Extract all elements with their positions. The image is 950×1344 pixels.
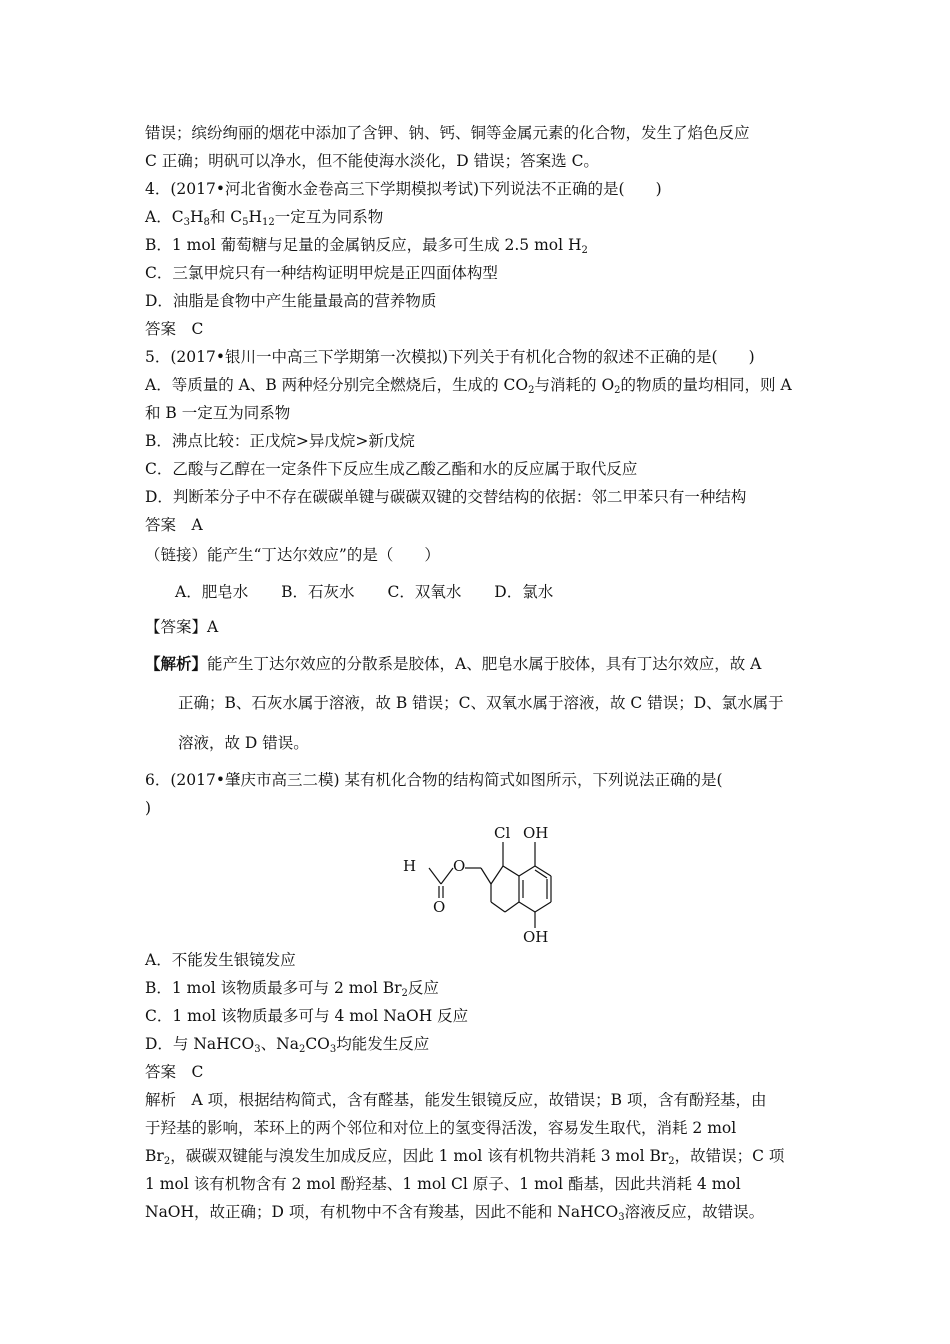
question-5-option-a-cont: 和 B 一定互为同系物: [145, 404, 291, 422]
o-ester-label: O: [453, 857, 466, 875]
question-4-option-a: A．$C_3H_8$和 $C_5H_{12}$一定互为同系物: [145, 208, 384, 228]
question-6-explanation-line-5: NaOH，故正确；D 项，有机物中不含有羧基，因此不能和 NaHCO$_3$溶液反应，故错误。: [145, 1203, 765, 1223]
link-explanation-line-3: 溶液，故 D 错误。: [178, 734, 309, 752]
link-question-stem: （链接）能产生“丁达尔效应”的是（ ）: [145, 546, 440, 564]
cl-label: Cl: [494, 824, 511, 842]
h-label: H: [403, 857, 417, 875]
question-6-answer: 答案 C: [145, 1063, 204, 1081]
question-6-explanation-line-1: 解析 A 项，根据结构简式，含有醛基，能发生银镜反应，故错误；B 项，含有酚羟基，由: [145, 1091, 767, 1109]
text-line: 错误；缤纷绚丽的烟花中添加了含钾、钠、钙、铜等金属元素的化合物，发生了焰色反应: [145, 124, 750, 142]
link-explanation-line-1: 【解析】能产生丁达尔效应的分散系是胶体，A、肥皂水属于胶体，具有丁达尔效应，故 A: [145, 654, 762, 673]
link-option-b: B．石灰水: [281, 583, 355, 601]
link-option-a: A．肥皂水: [175, 583, 249, 601]
text-line: C 正确；明矾可以净水，但不能使海水淡化，D 错误；答案选 C。: [145, 152, 599, 170]
question-4-answer: 答案 C: [145, 320, 204, 338]
oh-bottom-label: OH: [523, 928, 549, 946]
question-6-stem-cont: ): [145, 799, 152, 817]
question-5-answer: 答案 A: [145, 516, 203, 534]
question-5-option-d: D．判断苯分子中不存在碳碳单键与碳碳双键的交替结构的依据：邻二甲苯只有一种结构: [145, 488, 747, 506]
question-5-option-a: A．等质量的 A、B 两种烃分别完全燃烧后，生成的 $CO_2$与消耗的 $O_2$的物质的量均相同，则 A: [145, 376, 792, 396]
link-question-options: [175, 580, 581, 602]
question-5-option-b: B．沸点比较：正戊烷>异戊烷>新戊烷: [145, 432, 415, 450]
question-5-stem: 5．(2017•银川一中高三下学期第一次模拟)下列关于有机化合物的叙述不正确的是( ): [145, 348, 755, 366]
question-4-option-c: C．三氯甲烷只有一种结构证明甲烷是正四面体构型: [145, 264, 498, 282]
question-6-explanation-line-2: 于羟基的影响，苯环上的两个邻位和对位上的氢变得活泼，容易发生取代，消耗 2 mol: [145, 1119, 737, 1137]
o-carbonyl-label: O: [433, 898, 446, 916]
question-4-option-d: D．油脂是食物中产生能量最高的营养物质: [145, 292, 437, 310]
structural-formula: [395, 818, 555, 946]
question-6-option-a: A．不能发生银镜发应: [145, 951, 296, 969]
question-6-option-b: B．1 mol 该物质最多可与 2 mol $Br_2$反应: [145, 979, 439, 999]
question-4-stem: 4．(2017•河北省衡水金卷高三下学期模拟考试)下列说法不正确的是( ): [145, 180, 662, 198]
oh-top-label: OH: [523, 824, 549, 842]
molecule-bonds: [429, 842, 551, 928]
question-6-explanation-line-3: $Br_2$，碳碳双键能与溴发生加成反应，因此 1 mol 该有机物共消耗 3 mol $Br_2$，故错误；C 项: [145, 1147, 785, 1167]
question-6-stem: 6．(2017•肇庆市高三二模) 某有机化合物的结构简式如图所示，下列说法正确的是(: [145, 771, 723, 789]
link-option-d: D．氯水: [494, 583, 554, 601]
question-6-option-c: C．1 mol 该物质最多可与 4 mol NaOH 反应: [145, 1007, 469, 1025]
link-explanation-line-2: 正确；B、石灰水属于溶液，故 B 错误；C、双氧水属于溶液，故 C 错误；D、氯水属于: [178, 694, 784, 712]
link-answer: 【答案】A: [145, 618, 219, 636]
question-6-explanation-line-4: 1 mol 该有机物含有 2 mol 酚羟基、1 mol Cl 原子、1 mol 酯基，因此共消耗 4 mol: [145, 1175, 741, 1193]
link-option-c: C．双氧水: [387, 583, 462, 601]
question-6-option-d: D．与 NaHCO$_3$、$Na_2CO_3$均能发生反应: [145, 1035, 430, 1055]
question-5-option-c: C．乙酸与乙醇在一定条件下反应生成乙酸乙酯和水的反应属于取代反应: [145, 460, 638, 478]
question-4-option-b: B．1 mol 葡萄糖与足量的金属钠反应，最多可生成 2.5 mol $H_2$: [145, 236, 588, 256]
